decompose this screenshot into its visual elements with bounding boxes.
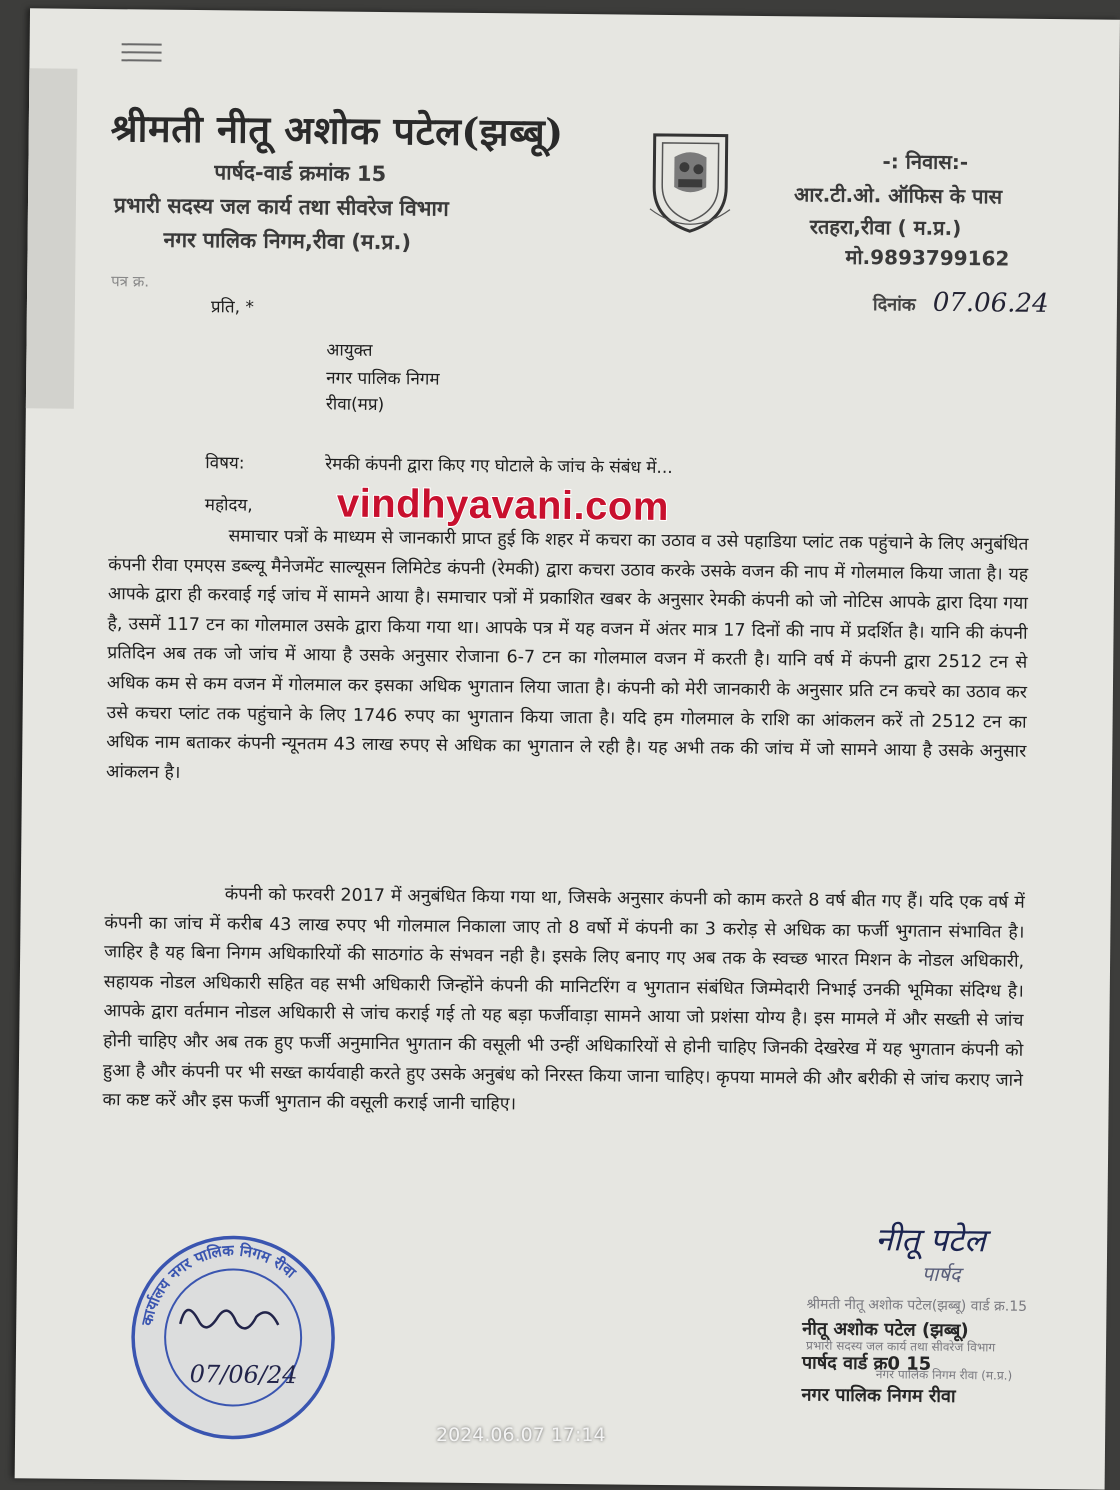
letterhead-ward: पार्षद-वार्ड क्रमांक 15 bbox=[214, 160, 387, 187]
date-value: 07.06.24 bbox=[932, 287, 1049, 319]
header-rule-1 bbox=[122, 43, 162, 45]
signatory-ward: पार्षद वार्ड क्र0 15 bbox=[801, 1352, 932, 1375]
residence-line2: रतहरा,रीवा ( म.प्र.) bbox=[809, 214, 962, 241]
to-label: प्रति, * bbox=[210, 297, 255, 318]
body-paragraph-1 bbox=[106, 521, 1029, 797]
body-paragraph-2 bbox=[102, 879, 1024, 1125]
mobile-number: मो.9893799162 bbox=[845, 244, 1010, 271]
residence-label: -: निवास:- bbox=[882, 149, 969, 175]
handwritten-signature: नीतू पटेल bbox=[874, 1220, 986, 1260]
letterhead-role: प्रभारी सदस्य जल कार्य तथा सीवरेज विभाग bbox=[113, 193, 449, 221]
signatory-name: नीतू अशोक पटेल (झब्बू) bbox=[802, 1318, 969, 1342]
signatory-org: नगर पालिक निगम रीवा bbox=[801, 1384, 956, 1408]
letter-sheet bbox=[15, 8, 1120, 1489]
subject-label: विषय: bbox=[205, 453, 245, 474]
salutation: महोदय, bbox=[204, 495, 253, 516]
corporation-emblem-icon bbox=[644, 127, 737, 236]
header-rule-2 bbox=[122, 51, 162, 53]
header-rule-3 bbox=[121, 59, 161, 61]
subject-text: रेमकी कंपनी द्वारा किए गए घोटाले के जांच के संबंध में... bbox=[325, 454, 673, 479]
stamp-ring-text: कार्यालय नगर पालिक निगम रीवा bbox=[137, 1241, 300, 1328]
recipient-line1: आयुक्त bbox=[326, 340, 373, 361]
residence-line1: आर.टी.ओ. ऑफिस के पास bbox=[793, 182, 1003, 209]
handwritten-designation: पार्षद bbox=[921, 1261, 961, 1287]
seal-line3: नगर पालिक निगम रीवा (म.प्र.) bbox=[875, 1367, 1013, 1383]
body-paragraph-2-text: कंपनी को फरवरी 2017 में अनुबंधित किया गया था, जिसके अनुसार कंपनी को काम करते 8 वर्ष बीत गए हैं। यदि एक वर्ष में कंपनी का जांच में करीब 43 लाख रुपए भी गोलमाल निकाला जाए तो 8 वर्षो में कंपनी का 3 करोड़ से अधिक का फर्जी भुगतान संभावित है। जाहिर है यह बिना निगम अधिकारियों की साठगांठ के संभवन नही है। इसके लिए बनाए गए अब तक के स्वच्छ भारत मिशन के नोडल अधिकारी, सहायक नोडल अधिकारी सहित वह सभी अधिकारी जिन्होंने कंपनी की मानिटरिंग व भुगतान संबंधित जिम्मेदारी निभाई उनकी भूमिका संदिग्ध है। आपके द्वारा वर्तमान नोडल अधिकारी से जांच कराई गई तो यह बड़ा फर्जीवाड़ा सामने आया जो प्रशंसा योग्य है। इस मामले में और सख्ती से जांच होनी चाहिए और अब तक हुए फर्जी अनुमानित भुगतान की वसूली भी उन्हीं अधिकारियों से होनी चाहिए जिनकी देखरेख में यह भुगतान कंपनी को हुआ है और कंपनी पर भी सख्त कार्यवाही करते हुए उसके अनुबंध को निरस्त किया जाना चाहिए। कृपया मामले की और बरीकी से जांच कराए जाने का कष्ट करें और इस फर्जी भुगतान की वसूली कराई जानी चाहिए। bbox=[102, 884, 1025, 1115]
body-paragraph-1-text: समाचार पत्रों के माध्यम से जानकारी प्राप्त हुई कि शहर में कचरा का उठाव व उसे पहाडिया प्लांट तक पहुंचाने के लिए अनुबंधित कंपनी रीवा एमएस डब्ल्यू मैनेजमेंट साल्यूसन लिमिटेड कंपनी (रेमकी) द्वारा कचरा उठाव करके उसके वजन की नाप में गोलमाल किया जाता है। यह आपके द्वारा ही करवाई गई जांच में सामने आया है। समाचार पत्रों में प्रकाशित खबर के अनुसार रेमकी कंपनी को जो नोटिस आपके द्वारा दिया गया है, उसमें 117 टन का गोलमाल उसके द्वारा किया गया था। आपके पत्र में यह वजन में अंतर मात्र 17 दिनों की नाप में प्रदर्शित है। यानि की कंपनी प्रतिदिन अब तक जो जांच में आया है उसके अनुसार रोजाना 6-7 टन का गोलमाल वजन में करती है। यानि वर्ष में कंपनी द्वारा 2512 टन से अधिक कम से कम वजन में गोलमाल कर इसका अधिक भुगतान लिया जाता है। कंपनी को मेरी जानकारी के अनुसार प्रति टन कचरे का उठाव कर उसे कचरा प्लांट तक पहुंचाने के लिए 1746 रुपए का भुगतान किया जाता है। यदि हम गोलमाल के राशि का आंकलन करें तो 2512 टन का अधिक नाम बताकर कंपनी न्यूनतम 43 लाख रुपए से अधिक का भुगतान ले रही है। यह अभी तक की जांच में जो सामने आया है उसके अनुसार आंकलन है। bbox=[105, 526, 1029, 783]
letterhead-org: नगर पालिक निगम,रीवा (म.प्र.) bbox=[163, 227, 412, 255]
recipient-line2: नगर पालिक निगम bbox=[326, 368, 440, 390]
recipient-line3: रीवा(मप्र) bbox=[325, 394, 385, 416]
seal-line2: प्रभारी सदस्य जल कार्य तथा सीवरेज विभाग bbox=[805, 1338, 996, 1355]
received-stamp bbox=[127, 1231, 339, 1443]
underlying-sheet bbox=[26, 68, 78, 408]
site-watermark: vindhyavani.com bbox=[336, 481, 670, 530]
date-row bbox=[873, 287, 1049, 319]
camera-timestamp: 2024.06.07 17:14 bbox=[436, 1424, 606, 1446]
seal-line1: श्रीमती नीतू अशोक पटेल(झब्बू) वार्ड क्र.15 bbox=[806, 1296, 1028, 1315]
letter-number-label: पत्र क्र. bbox=[111, 272, 150, 291]
letterhead-name: श्रीमती नीतू अशोक पटेल(झब्बू) bbox=[110, 105, 564, 155]
stamp-date: 07/06/24 bbox=[189, 1360, 298, 1390]
date-label: दिनांक bbox=[872, 294, 916, 316]
